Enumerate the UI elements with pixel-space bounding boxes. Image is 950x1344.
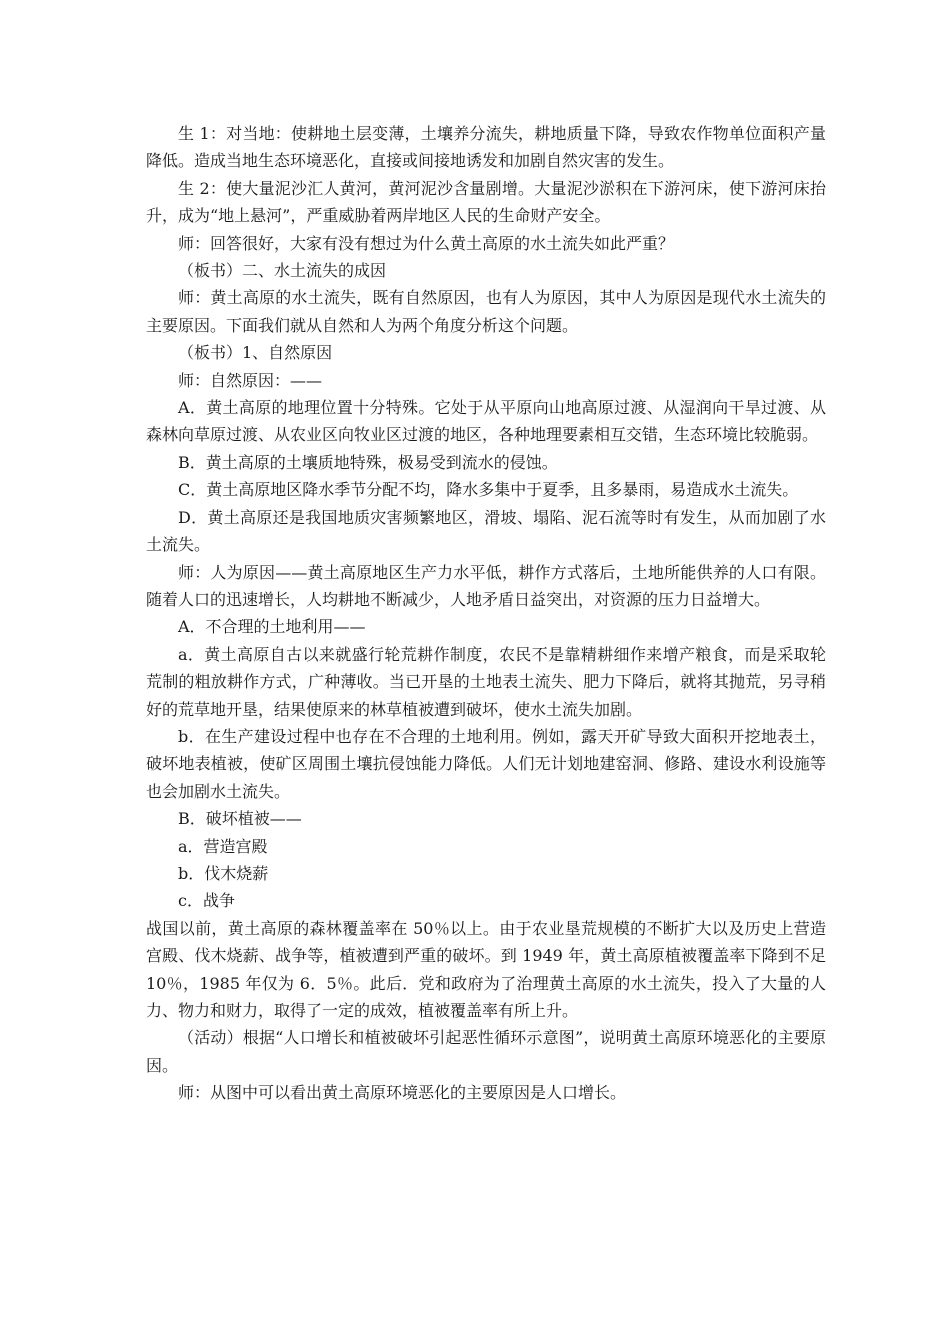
paragraph-teacher-conclusion: 师：从图中可以看出黄土高原环境恶化的主要原因是人口增长。 bbox=[178, 1083, 627, 1103]
list-item-human-b-a: a．营造宫殿 bbox=[178, 836, 268, 856]
list-item-human-b: B．破坏植被—— bbox=[178, 809, 302, 829]
paragraph-natural-lead: 师：自然原因：—— bbox=[178, 370, 323, 390]
list-item-human-a: A．不合理的土地利用—— bbox=[178, 617, 366, 637]
paragraph-activity: （活动）根据“人口增长和植被破坏引起恶性循环示意图”，说明黄土高原环境恶化的主要原因。 bbox=[146, 1028, 826, 1075]
list-item-human-a-b: b．在生产建设过程中也存在不合理的土地利用。例如，露天开矿导致大面积开挖地表土，破坏地表植被，使矿区周围土壤抗侵蚀能力降低。人们无计划地建窑洞、修路、建设水利设施等也会加剧水土流失。 bbox=[146, 726, 826, 801]
paragraph-vegetation-history: 战国以前，黄土高原的森林覆盖率在 50％以上。由于农业垦荒规模的不断扩大以及历史上营造宫殿、伐木烧薪、战争等，植被遭到严重的破坏。到 1949 年，黄土高原植被覆盖率下降到不足 10％，1985 年仅为 6．5％。此后．党和政府为了治理黄土高原的水土流失，投入了大量的人力、物力和财力，取得了一定的成效，植被覆盖率有所上升。 bbox=[146, 918, 826, 1020]
paragraph-human-causes: 师：人为原因——黄土高原地区生产力水平低，耕作方式落后，土地所能供养的人口有限。随着人口的迅速增长，人均耕地不断减少，人地矛盾日益突出，对资源的压力日益增大。 bbox=[146, 562, 826, 609]
list-item-natural-d: D．黄土高原还是我国地质灾害频繁地区，滑坡、塌陷、泥石流等时有发生，从而加剧了水土流失。 bbox=[146, 507, 826, 555]
paragraph-student2: 生 2：使大量泥沙汇人黄河，黄河泥沙含量剧增。大量泥沙淤积在下游河床，使下游河床抬升，成为“地上悬河”，严重威胁着两岸地区人民的生命财产安全。 bbox=[146, 178, 826, 226]
paragraph-student1: 生 1：对当地：使耕地土层变薄，土壤养分流失，耕地质量下降，导致农作物单位面积产量降低。造成当地生态环境恶化，直接或间接地诱发和加剧自然灾害的发生。 bbox=[146, 124, 826, 171]
list-item-natural-b: B．黄土高原的土壤质地特殊，极易受到流水的侵蚀。 bbox=[178, 452, 558, 472]
board-heading-causes: （板书）二、水土流失的成因 bbox=[178, 261, 387, 281]
board-heading-natural: （板书）1、自然原因 bbox=[178, 343, 333, 363]
list-item-human-b-b: b．伐木烧薪 bbox=[178, 863, 269, 883]
document-body bbox=[146, 120, 826, 1107]
list-item-human-a-a: a．黄土高原自古以来就盛行轮荒耕作制度，农民不是靠精耕细作来增产粮食，而是采取轮荒制的粗放耕作方式，广种薄收。当已开垦的土地表土流失、肥力下降后，就将其抛荒，另寻稍好的荒草地开垦，结果使原来的林草植被遭到破坏，使水土流失加剧。 bbox=[146, 644, 826, 719]
paragraph-teacher-question: 师：回答很好，大家有没有想过为什么黄土高原的水土流失如此严重？ bbox=[178, 233, 675, 253]
list-item-natural-c: C．黄土高原地区降水季节分配不均，降水多集中于夏季，且多暴雨，易造成水土流失。 bbox=[178, 480, 799, 500]
list-item-human-b-c: c．战争 bbox=[178, 891, 235, 911]
list-item-natural-a: A．黄土高原的地理位置十分特殊。它处于从平原向山地高原过渡、从湿润向干旱过渡、从森林向草原过渡、从农业区向牧业区过渡的地区，各种地理要素相互交错，生态环境比较脆弱。 bbox=[146, 398, 826, 445]
paragraph-teacher-intro: 师：黄土高原的水土流失，既有自然原因，也有人为原因，其中人为原因是现代水土流失的主要原因。下面我们就从自然和人为两个角度分析这个问题。 bbox=[146, 288, 826, 335]
